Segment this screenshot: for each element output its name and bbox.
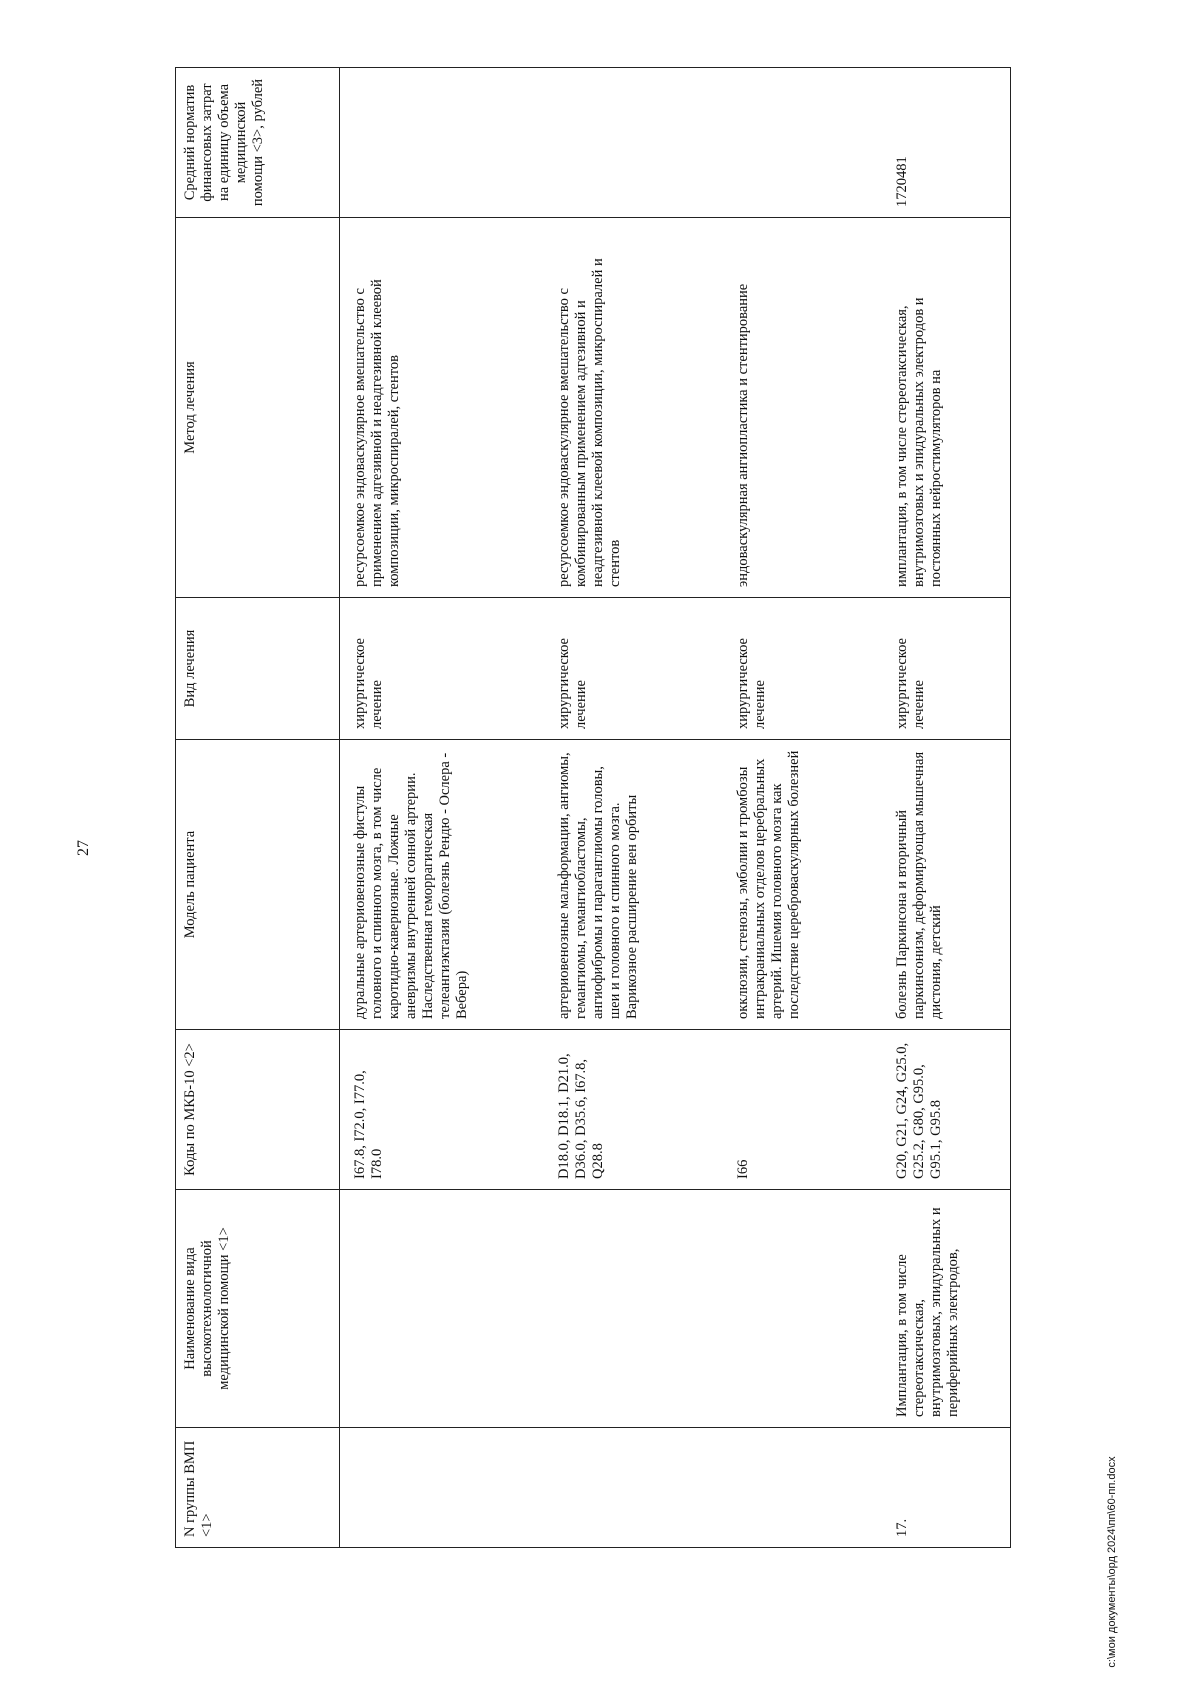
cell-name [553,1190,732,1428]
cell-group-no: 17. [891,1428,1011,1548]
cell-name [340,1190,554,1428]
cell-name: Имплантация, в том числе стереотаксическая, внутримозговых, эпидуральных и периферийных электродов, [891,1190,1011,1428]
cell-model: артериовенозные мальформации, ангиомы, гемангиомы, гемангиобластомы, ангиофибромы и параганглиомы головы, шеи и головного и спинного мозга. Варикозное расширение вен орбиты [553,740,732,1030]
cell-method: имплантация, в том числе стереотаксическая, внутримозговых и эпидуральных электродов и постоянных нейростимуляторов на [891,218,1011,598]
cell-method: ресурсоемкое эндоваскулярное вмешательство с применением адгезивной и неадгезивной клеевой композиции, микроспиралей, стентов [340,218,554,598]
header-type: Вид лечения [176,598,340,740]
cell-type: хирургическое лечение [732,598,891,740]
cell-method: ресурсоемкое эндоваскулярное вмешательство с комбинированным применением адгезивной и неадгезивной клеевой композиции, микроспиралей и стентов [553,218,732,598]
cell-codes: G20, G21, G24, G25.0, G25.2, G80, G95.0, G95.1, G95.8 [891,1030,1011,1190]
header-cost: Средний норматив финансовых затрат на единицу объема медицинской помощи <3>, рублей [176,68,340,218]
footer-file-path: c:\мои документы\орд 2024\пп\60-пп.docx [1106,1456,1118,1668]
header-name: Наименование вида высокотехнологичной медицинской помощи <1> [176,1190,340,1428]
table-row [340,68,554,1548]
cell-model: болезнь Паркинсона и вторичный паркинсонизм, деформирующая мышечная дистония, детский [891,740,1011,1030]
cell-model: окклюзии, стенозы, эмболии и тромбозы интракраниальных отделов церебральных артерий. Ишемия головного мозга как последствие цереброваскулярных болезней [732,740,891,1030]
cell-codes: D18.0, D18.1, D21.0, D36.0, D35.6, I67.8, Q28.8 [553,1030,732,1190]
table-row [891,68,1011,1548]
cell-name [732,1190,891,1428]
table-header-row [176,68,340,1548]
vmp-table [175,67,1011,1548]
cell-group-no [340,1428,554,1548]
header-codes: Коды по МКБ-10 <2> [176,1030,340,1190]
cell-codes: I66 [732,1030,891,1190]
cell-codes: I67.8, I72.0, I77.0, I78.0 [340,1030,554,1190]
cell-group-no [732,1428,891,1548]
cell-cost [340,68,554,218]
cell-method: эндоваскулярная ангиопластика и стентирование [732,218,891,598]
cell-type: хирургическое лечение [891,598,1011,740]
header-model: Модель пациента [176,740,340,1030]
header-group-no: N группы ВМП <1> [176,1428,340,1548]
cell-model: дуральные артериовенозные фистулы головного и спинного мозга, в том числе каротидно-кавернозные. Ложные аневризмы внутренней сонной артерии. Наследственная геморрагическая телеангиэктазия (болезнь Рендю - Ослера - Вебера) [340,740,554,1030]
cell-cost: 1720481 [891,68,1011,218]
cell-type: хирургическое лечение [553,598,732,740]
rotated-page-content [175,68,1195,1548]
header-method: Метод лечения [176,218,340,598]
cell-type: хирургическое лечение [340,598,554,740]
page-number: 27 [75,840,92,856]
cell-cost [553,68,732,218]
table-row [732,68,891,1548]
cell-cost [732,68,891,218]
table-row [553,68,732,1548]
cell-group-no [553,1428,732,1548]
